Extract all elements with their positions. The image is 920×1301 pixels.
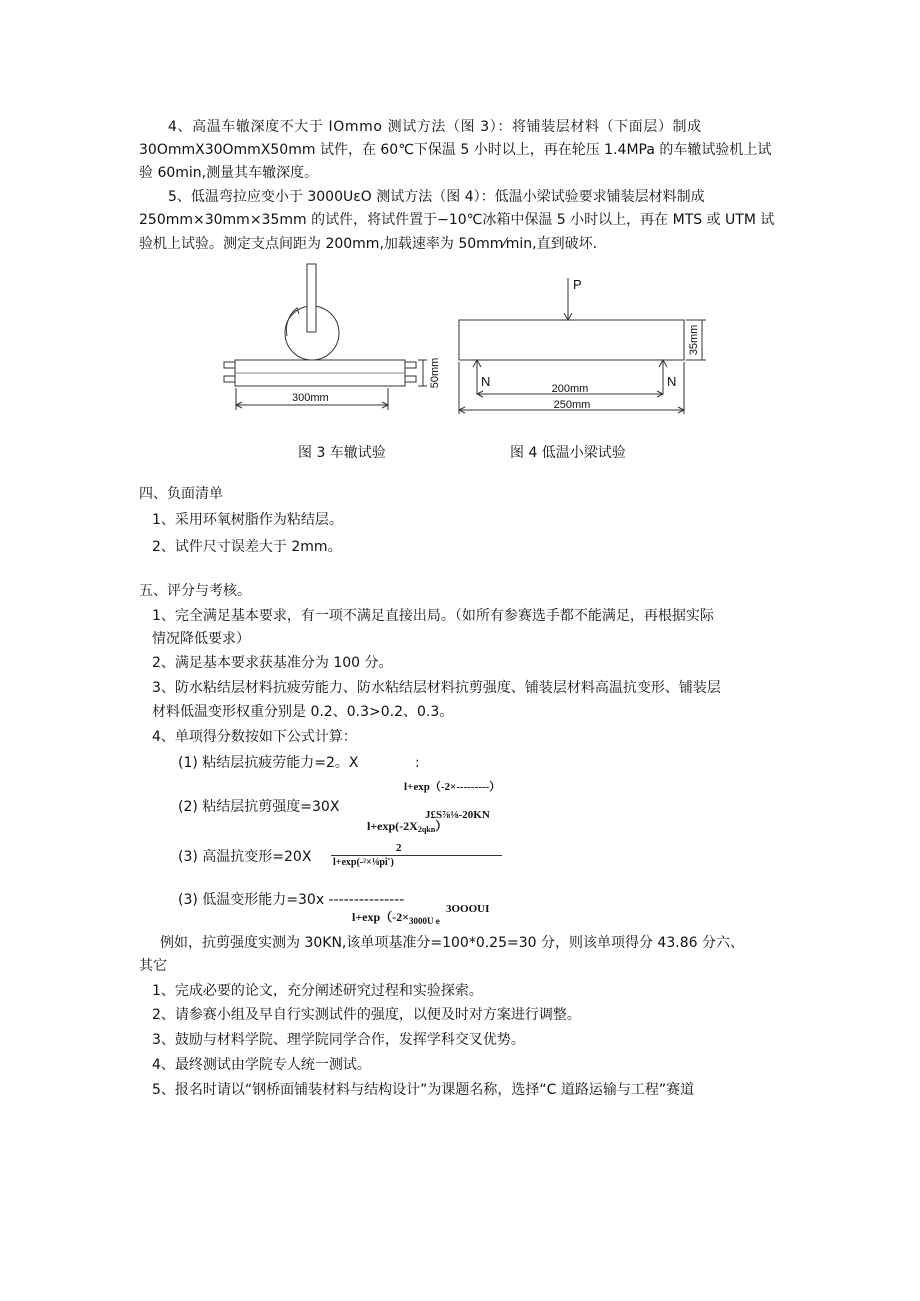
section-6-item-3: 3、鼓励与材料学院、理学院同学合作，发挥学科交叉优势。 xyxy=(152,1032,525,1048)
fig3-caption: 图 3 车辙试验 xyxy=(298,445,386,461)
figure-3-rutting-test xyxy=(215,258,460,418)
section-5-item-3b: 材料低温变形权重分别是 0.2、0.3>0.2、0.3。 xyxy=(152,704,454,720)
section-4-item-1: 1、采用环氧树脂作为粘结层。 xyxy=(152,512,343,528)
height-label: 35mm xyxy=(688,324,700,356)
p5-line-1: 5、低温弯拉应变小于 3000UεO 测试方法（图 4）：低温小梁试验要求铺装层材料制成 xyxy=(168,189,705,205)
beam-shape xyxy=(459,320,684,360)
formula-2: (2) 粘结层抗剪强度=30X xyxy=(178,799,340,815)
fig4-caption: 图 4 低温小梁试验 xyxy=(510,445,626,461)
figure-4-beam-test xyxy=(450,272,710,417)
formula-2-denominator: l+exp(-2X2qkn） xyxy=(367,819,448,834)
formula-2-superscript: J£S⅞⅛-20KN xyxy=(425,809,490,821)
example-line-2: 其它 xyxy=(139,958,167,974)
length-label: 250mm xyxy=(553,399,591,411)
formula-3-numerator: 2 xyxy=(396,842,402,854)
p5-line-3: 验机上试验。测定支点间距为 200mm,加载速率为 50mm⁄min,直到破坏. xyxy=(139,236,598,252)
section-6-item-2: 2、请参赛小组及早自行实测试件的强度，以便及时对方案进行调整。 xyxy=(152,1007,581,1023)
wheel-arm xyxy=(307,264,316,332)
fig3-height-label: 50mm xyxy=(429,357,441,389)
right-support-label: N xyxy=(667,374,677,389)
section-5-item-1a: 1、完全满足基本要求，有一项不满足直接出局。（如所有参赛选手都不能满足，再根据实际 xyxy=(152,608,714,624)
formula-3: (3) 高温抗变形=20X xyxy=(178,849,312,865)
section-4-item-2: 2、试件尺寸误差大于 2mm。 xyxy=(152,539,342,555)
formula-1-colon: : xyxy=(415,755,420,771)
section-6-item-1: 1、完成必要的论文，充分阐述研究过程和实验探索。 xyxy=(152,983,483,999)
section-4-title: 四、负面清单 xyxy=(139,486,223,502)
section-5-item-4: 4、单项得分数按如下公式计算： xyxy=(152,729,357,745)
section-5-item-2: 2、满足基本要求获基准分为 100 分。 xyxy=(152,655,393,671)
section-6-item-4: 4、最终测试由学院专人统一测试。 xyxy=(152,1057,371,1073)
section-5-item-1b: 情况降低要求） xyxy=(152,631,250,647)
section-5-title: 五、评分与考核。 xyxy=(139,583,251,599)
section-5-item-3a: 3、防水粘结层材料抗疲劳能力、防水粘结层材料抗剪强度、铺装层材料高温抗变形、铺装层 xyxy=(152,680,721,696)
left-support-label: N xyxy=(481,374,491,389)
section-6-item-5: 5、报名时请以“钢桥面铺装材料与结构设计”为课题名称，选择“C 道路运输与工程”赛道 xyxy=(152,1082,695,1098)
formula-1: (1) 粘结层抗疲劳能力=2。X xyxy=(178,755,359,771)
formula-4: (3) 低温变形能力=30x --------------- xyxy=(178,892,405,908)
p4-line-1: 4、高温车辙深度不大于 IOmmo 测试方法（图 3）：将铺装层材料（下面层）制成 xyxy=(168,119,702,135)
formula-1-denominator: l+exp（-2×---------） xyxy=(404,781,501,793)
p4-line-3: 验 60min,测量其车辙深度。 xyxy=(139,165,319,181)
formula-3-fraction-bar xyxy=(331,855,502,856)
example-line-1: 例如，抗剪强度实测为 30KN,该单项基准分=100*0.25=30 分，则该单项得分 43.86 分六、 xyxy=(160,935,744,951)
fig3-length-label: 300mm xyxy=(292,392,329,404)
formula-4-superscript: 3OOOUI xyxy=(446,903,490,915)
formula-4-denominator: $l+\exp(-2\times_{3000U e}$ xyxy=(352,910,440,926)
span-label: 200mm xyxy=(551,383,589,395)
formula-3-denominator: l+exp(-²×⅛pi') xyxy=(333,857,394,868)
p4-line-2: 30OmmX30OmmX50mm 试件，在 60℃下保温 5 小时以上，再在轮压 1.4MPa 的车辙试验机上试 xyxy=(139,142,772,158)
p5-line-2: 250mm×30mm×35mm 的试件，将试件置于−10℃冰箱中保温 5 小时以上，再在 MTS 或 UTM 试 xyxy=(139,212,775,228)
load-label-p: P xyxy=(573,277,582,292)
